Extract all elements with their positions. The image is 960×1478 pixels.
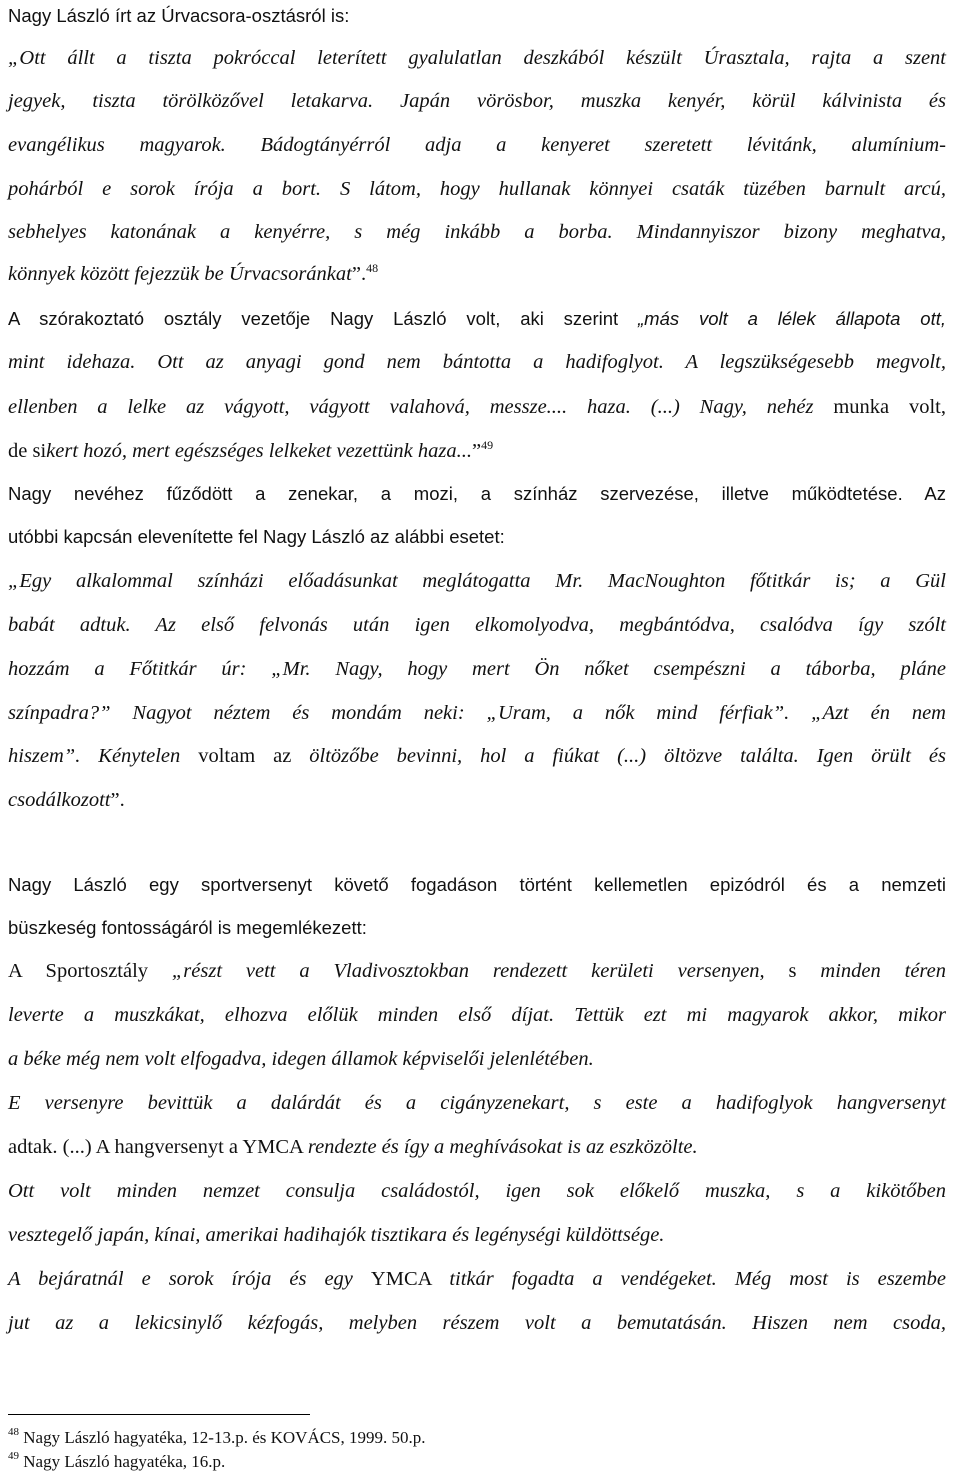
text-segment: „részt vett a Vladivosztokban rendezett kerületi versenyen, <box>171 960 789 982</box>
text-segment: A szórakoztató osztály vezetője Nagy László volt, aki szerint <box>8 308 639 329</box>
text-line <box>8 957 946 985</box>
text-segment: vesztegelő japán, kínai, amerikai hadihajók tisztikara és legénységi küldöttsége. <box>8 1224 665 1246</box>
text-segment: hozzám a Főtitkár úr: „Mr. Nagy, hogy mert Ön nőket csempészni a táborba, pláne <box>8 658 946 680</box>
text-segment: sebhelyes katonának a kenyérre, s még inkább a borba. Mindannyiszor bizony meghatva, <box>8 221 946 243</box>
text-line <box>8 437 946 465</box>
footnote-ref: 48 <box>366 261 379 275</box>
text-line <box>8 1089 946 1117</box>
text-segment: evangélikus magyarok. Bádogtányérról adja a kenyeret szeretett lévitánk, alumínium- <box>8 134 946 156</box>
text-segment: babát adtuk. Az első felvonás után igen elkomolyodva, megbántódva, csalódva így szólt <box>8 614 946 636</box>
footnote-ref: 49 <box>481 438 494 452</box>
text-line <box>8 655 946 683</box>
text-line <box>8 131 946 159</box>
footnote <box>8 1452 225 1472</box>
text-segment: kert hozó, mert egészséges lelkeket vezettünk haza... <box>46 440 472 462</box>
text-segment: Nagy nevéhez fűződött a zenekar, a mozi, a színház szervezése, illetve működtetése. Az <box>8 483 946 504</box>
text-line <box>8 1045 946 1073</box>
text-segment: színpadra?” Nagyot néztem és mondám neki: „Uram, a nők mind férfiak”. „Azt én nem <box>8 702 946 724</box>
text-segment: adtak. (...) A hangversenyt a YMCA <box>8 1136 308 1158</box>
text-segment: leverte a muszkákat, elhozva előlük minden első díjat. Tettük ezt mi magyarok akkor, mikor <box>8 1004 946 1026</box>
text-line <box>8 260 946 288</box>
text-segment: hiszem”. Kénytelen <box>8 745 199 767</box>
text-segment: rendezte és így a meghívásokat is az eszközölte. <box>307 1136 698 1158</box>
text-segment: E versenyre bevittük a dalárdát és a cigányzenekart, s este a hadifoglyok hangversenyt <box>8 1092 946 1114</box>
text-segment: A Sportosztály <box>8 960 172 982</box>
text-segment: büszkeség fontosságáról is megemlékezett: <box>8 917 367 938</box>
text-line <box>8 914 946 942</box>
text-line <box>8 348 946 376</box>
text-line <box>8 786 946 814</box>
text-segment: A bejáratnál e sorok írója és egy <box>8 1268 371 1290</box>
text-segment: a béke még nem volt elfogadva, idegen államok képviselői jelenlétében. <box>8 1048 594 1070</box>
footnote-text: Nagy László hagyatéka, 12-13.p. és KOVÁCS, 1999. 50.p. <box>19 1428 426 1447</box>
text-segment: könnyek között fejezzük be Úrvacsoránkat <box>8 263 352 285</box>
text-segment: jegyek, tiszta törölközővel letakarva. Japán vörösbor, muszka kenyér, körül kálvinista és <box>8 90 946 112</box>
text-line <box>8 742 946 770</box>
text-line <box>8 1133 946 1161</box>
footnote-number: 48 <box>8 1426 19 1438</box>
text-segment: YMCA <box>370 1268 450 1290</box>
text-segment: de si <box>8 440 47 462</box>
text-segment: jut az a lekicsinylő kézfogás, melyben részem volt a bemutatásán. Hiszen nem csoda, <box>8 1312 946 1334</box>
text-segment: „más volt a lélek állapota ott, <box>638 308 946 329</box>
text-segment: ” <box>471 440 482 462</box>
text-line <box>8 175 946 203</box>
footnote-number: 49 <box>8 1450 19 1462</box>
text-line <box>8 699 946 727</box>
text-segment: voltam az <box>198 745 310 767</box>
text-line <box>8 871 946 899</box>
text-segment: Ott volt minden nemzet consulja családostól, igen sok előkelő muszka, s a kikötőben <box>8 1180 946 1202</box>
text-segment: ”. <box>110 789 125 811</box>
text-line <box>8 1221 946 1249</box>
text-line <box>8 44 946 72</box>
text-segment: csodálkozott <box>8 789 111 811</box>
text-line <box>8 1001 946 1029</box>
text-segment: „Egy alkalommal színházi előadásunkat meglátogatta Mr. MacNoughton főtitkár is; a Gül <box>8 570 946 592</box>
text-segment: öltözőbe bevinni, hol a fiúkat (...) öltözve találta. Igen örült és <box>309 745 946 767</box>
text-segment: Nagy László egy sportversenyt követő fogadáson történt kellemetlen epizódról és a nemzeti <box>8 874 946 895</box>
text-segment: pohárból e sorok írója a bort. S látom, hogy hullanak könnyei csaták tüzében barnult arcú, <box>8 178 946 200</box>
text-segment: mint idehaza. Ott az anyagi gond nem bántotta a hadifoglyot. A legszükségesebb megvolt, <box>8 351 946 373</box>
text-segment: munka volt, <box>833 396 947 418</box>
text-line <box>8 218 946 246</box>
text-line <box>8 611 946 639</box>
text-segment: „Ott állt a tiszta pokróccal leterített gyalulatlan deszkából készült Úrasztala, rajta a szent <box>8 47 946 69</box>
text-line <box>8 567 946 595</box>
footnote-separator <box>8 1414 310 1415</box>
text-line <box>8 87 946 115</box>
text-line <box>8 523 946 551</box>
text-line <box>8 393 946 421</box>
text-line <box>8 1265 946 1293</box>
text-line <box>8 305 946 333</box>
text-line <box>8 2 946 30</box>
text-segment: Nagy László írt az Úrvacsora-osztásról is: <box>8 5 350 26</box>
text-segment: s <box>788 960 797 982</box>
text-line <box>8 480 946 508</box>
text-segment: ”. <box>351 263 367 285</box>
text-segment: titkár fogadta a vendégeket. Még most is eszembe <box>449 1268 946 1290</box>
text-segment: utóbbi kapcsán elevenítette fel Nagy László az alábbi esetet: <box>8 526 505 547</box>
footnote <box>8 1428 426 1448</box>
text-line <box>8 1309 946 1337</box>
footnote-text: Nagy László hagyatéka, 16.p. <box>19 1452 226 1471</box>
text-segment: minden téren <box>796 960 946 982</box>
text-segment: ellenben a lelke az vágyott, vágyott valahová, messze.... haza. (...) Nagy, nehéz <box>8 396 834 418</box>
text-line <box>8 1177 946 1205</box>
